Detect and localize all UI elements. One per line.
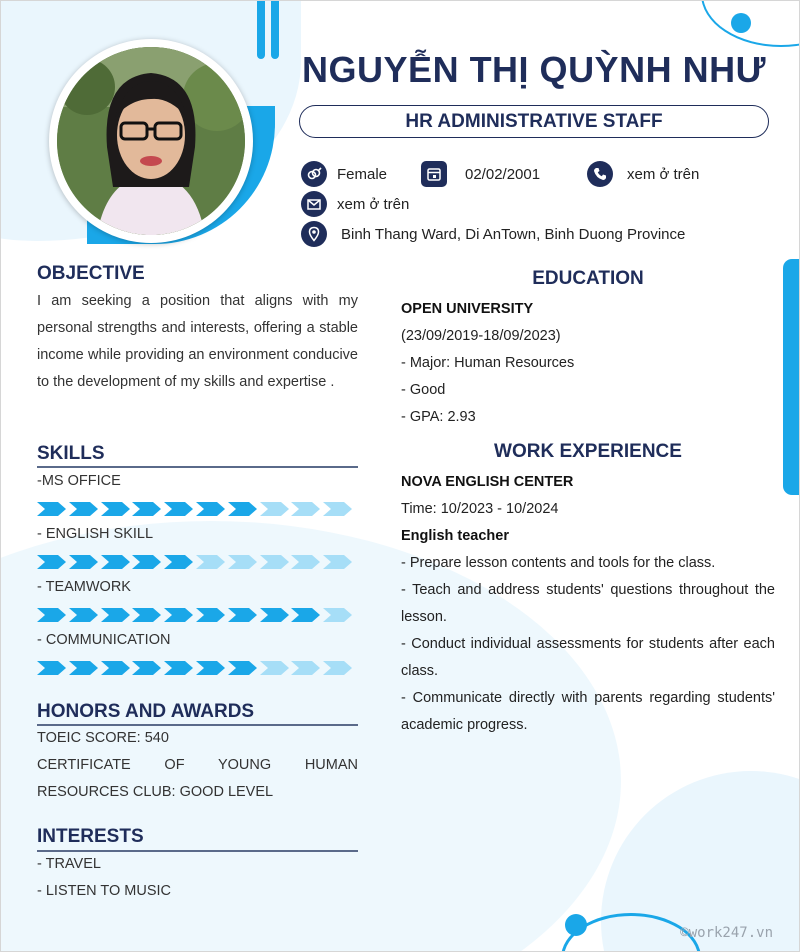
skill-arrow-filled: [260, 608, 289, 622]
skill-arrow-filled: [291, 608, 320, 622]
work-duty: - Prepare lesson contents and tools for the class.: [401, 555, 716, 571]
education-school: OPEN UNIVERSITY: [401, 301, 534, 317]
skill-arrow-filled: [69, 502, 98, 516]
skill-rating-teamwork: [37, 608, 355, 622]
education-title: EDUCATION: [532, 268, 644, 289]
contact-address: [301, 221, 685, 247]
skill-arrow-empty: [291, 661, 320, 675]
work-role: English teacher: [401, 528, 509, 544]
skill-arrow-empty: [323, 608, 352, 622]
skill-arrow-filled: [37, 608, 66, 622]
birthday-value: 02/02/2001: [465, 165, 541, 183]
skill-arrow-filled: [37, 661, 66, 675]
skill-arrow-filled: [132, 502, 161, 516]
objective-text: I am seeking a position that aligns with my personal strengths and interests, offering a stable income while providing an environment conducive to the development of my skills and expertise .: [37, 293, 358, 390]
skill-arrow-filled: [132, 555, 161, 569]
skill-arrow-filled: [164, 502, 193, 516]
decor-bar-left: [257, 1, 265, 59]
contact-phone: [587, 161, 699, 187]
interest-item: - LISTEN TO MUSIC: [37, 883, 172, 899]
skill-arrow-empty: [323, 555, 352, 569]
objective-title: OBJECTIVE: [37, 263, 145, 284]
skill-arrow-filled: [164, 555, 193, 569]
skill-arrow-empty: [260, 661, 289, 675]
address-value: Binh Thang Ward, Di AnTown, Binh Duong Province: [341, 225, 686, 243]
education-period: (23/09/2019-18/09/2023): [401, 328, 561, 344]
skill-arrow-filled: [101, 661, 130, 675]
skill-arrow-filled: [228, 661, 257, 675]
contact-email: [301, 191, 409, 217]
skill-label: -MS OFFICE: [37, 473, 121, 489]
education-rank: - Good: [401, 382, 446, 398]
skill-label: - COMMUNICATION: [37, 632, 171, 648]
candidate-name: NGUYỄN THỊ QUỲNH NHƯ: [302, 49, 766, 90]
education-gpa: - GPA: 2.93: [401, 409, 476, 425]
skill-arrow-empty: [323, 502, 352, 516]
skill-arrow-empty: [260, 555, 289, 569]
skill-arrow-filled: [132, 661, 161, 675]
skill-arrow-filled: [132, 608, 161, 622]
profile-photo-frame: [49, 39, 253, 243]
skill-arrow-filled: [164, 608, 193, 622]
work-title: WORK EXPERIENCE: [494, 441, 682, 462]
skill-arrow-filled: [101, 555, 130, 569]
gender-icon: [301, 161, 327, 187]
location-icon: [301, 221, 327, 247]
skill-rating-ms-office: [37, 502, 355, 516]
skill-arrow-filled: [69, 661, 98, 675]
phone-icon: [587, 161, 613, 187]
skill-arrow-filled: [69, 555, 98, 569]
skill-arrow-filled: [196, 661, 225, 675]
profile-photo: [57, 47, 245, 235]
contact-birthday: [421, 161, 540, 187]
watermark: ©work247.vn: [680, 925, 773, 941]
work-duty: - Communicate directly with parents regarding students' academic progress.: [401, 690, 775, 733]
honor-item: TOEIC SCORE: 540: [37, 730, 169, 746]
skills-title: SKILLS: [37, 443, 105, 464]
skill-arrow-empty: [323, 661, 352, 675]
calendar-icon: [421, 161, 447, 187]
decor-dot-top-right: [731, 13, 751, 33]
interest-item: - TRAVEL: [37, 856, 101, 872]
work-duty: - Conduct individual assessments for students after each class.: [401, 636, 775, 679]
skill-arrow-filled: [164, 661, 193, 675]
skill-arrow-filled: [37, 555, 66, 569]
skill-arrow-filled: [228, 502, 257, 516]
skills-rule: [37, 466, 358, 468]
decor-dot-bottom: [565, 914, 587, 936]
skill-arrow-filled: [101, 502, 130, 516]
honors-title: HONORS AND AWARDS: [37, 701, 255, 722]
skill-label: - ENGLISH SKILL: [37, 526, 154, 542]
skill-arrow-filled: [37, 502, 66, 516]
skill-arrow-empty: [291, 502, 320, 516]
skill-arrow-empty: [260, 502, 289, 516]
skill-arrow-filled: [101, 608, 130, 622]
decor-bar-right: [783, 259, 800, 495]
skill-arrow-filled: [69, 608, 98, 622]
skill-arrow-empty: [196, 555, 225, 569]
skill-arrow-filled: [196, 502, 225, 516]
skill-rating-english: [37, 555, 355, 569]
work-company: NOVA ENGLISH CENTER: [401, 474, 574, 490]
skill-arrow-filled: [196, 608, 225, 622]
job-title: HR ADMINISTRATIVE STAFF: [299, 105, 769, 138]
contact-gender: [301, 161, 387, 187]
interests-title: INTERESTS: [37, 826, 144, 847]
skill-arrow-empty: [291, 555, 320, 569]
skill-label: - TEAMWORK: [37, 579, 131, 595]
decor-bar-right-small: [271, 1, 279, 59]
education-major: - Major: Human Resources: [401, 355, 575, 371]
work-duty: - Teach and address students' questions throughout the lesson.: [401, 582, 775, 625]
honor-item: CERTIFICATE OF YOUNG HUMAN RESOURCES CLUB: GOOD LEVEL: [37, 757, 358, 800]
phone-value[interactable]: xem ở trên: [627, 165, 700, 183]
skill-arrow-filled: [228, 608, 257, 622]
skill-arrow-empty: [228, 555, 257, 569]
skill-rating-communication: [37, 661, 355, 675]
email-value[interactable]: xem ở trên: [337, 195, 410, 213]
email-icon: [301, 191, 327, 217]
gender-value: Female: [337, 165, 388, 183]
work-time: Time: 10/2023 - 10/2024: [401, 501, 559, 517]
